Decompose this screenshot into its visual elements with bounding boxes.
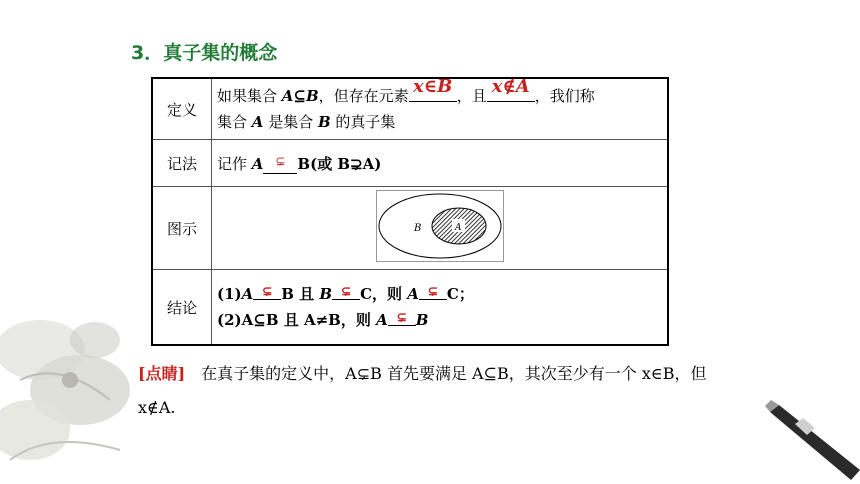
table-row-notation	[152, 140, 668, 187]
notation-cell: 记作 A ⊊ B(或 B⊋A)	[212, 140, 669, 187]
table-row-diagram	[152, 187, 668, 270]
conclusion-cell: (1)A ⊊ B 且 B ⊊ C，则 A ⊊ C； (2)A⊆B 且 A≠B，则 A ⊊ B	[212, 270, 669, 346]
set-a-label: A	[454, 223, 461, 233]
venn-diagram	[376, 190, 504, 262]
answer-blank: ⊊	[253, 281, 281, 300]
answer-blank: ⊊	[263, 155, 297, 174]
row-label: 定义	[152, 78, 212, 140]
section-title	[131, 38, 277, 65]
pen-decoration	[765, 400, 860, 484]
concept-table	[151, 77, 669, 346]
table-row-conclusion	[152, 270, 668, 346]
flower-decoration	[0, 280, 150, 484]
answer-blank: x∈B	[409, 83, 457, 102]
table-row-definition	[152, 78, 668, 140]
answer-blank: ⊊	[419, 281, 447, 300]
row-label: 结论	[152, 270, 212, 346]
answer-blank: ⊊	[388, 307, 416, 326]
row-label: 记法	[152, 140, 212, 187]
section-title-text: 真子集的概念	[163, 42, 278, 64]
set-b-label: B	[413, 223, 421, 234]
section-number: 3．	[131, 42, 164, 64]
row-label: 图示	[152, 187, 212, 270]
diagram-cell	[212, 187, 669, 270]
note-paragraph	[138, 357, 718, 425]
answer-blank: x∉A	[487, 83, 535, 102]
answer-blank: ⊊	[332, 281, 360, 300]
definition-cell: 如果集合 A⊆B，但存在元素 x∈B ，且 x∉A ，我们称 集合 A 是集合 B 的真子集	[212, 78, 669, 140]
note-tag: [点睛]	[138, 364, 186, 383]
note-text: 在真子集的定义中，A⊊B 首先要满足 A⊆B，其次至少有一个 x∈B，但 x∉A.	[138, 364, 707, 417]
